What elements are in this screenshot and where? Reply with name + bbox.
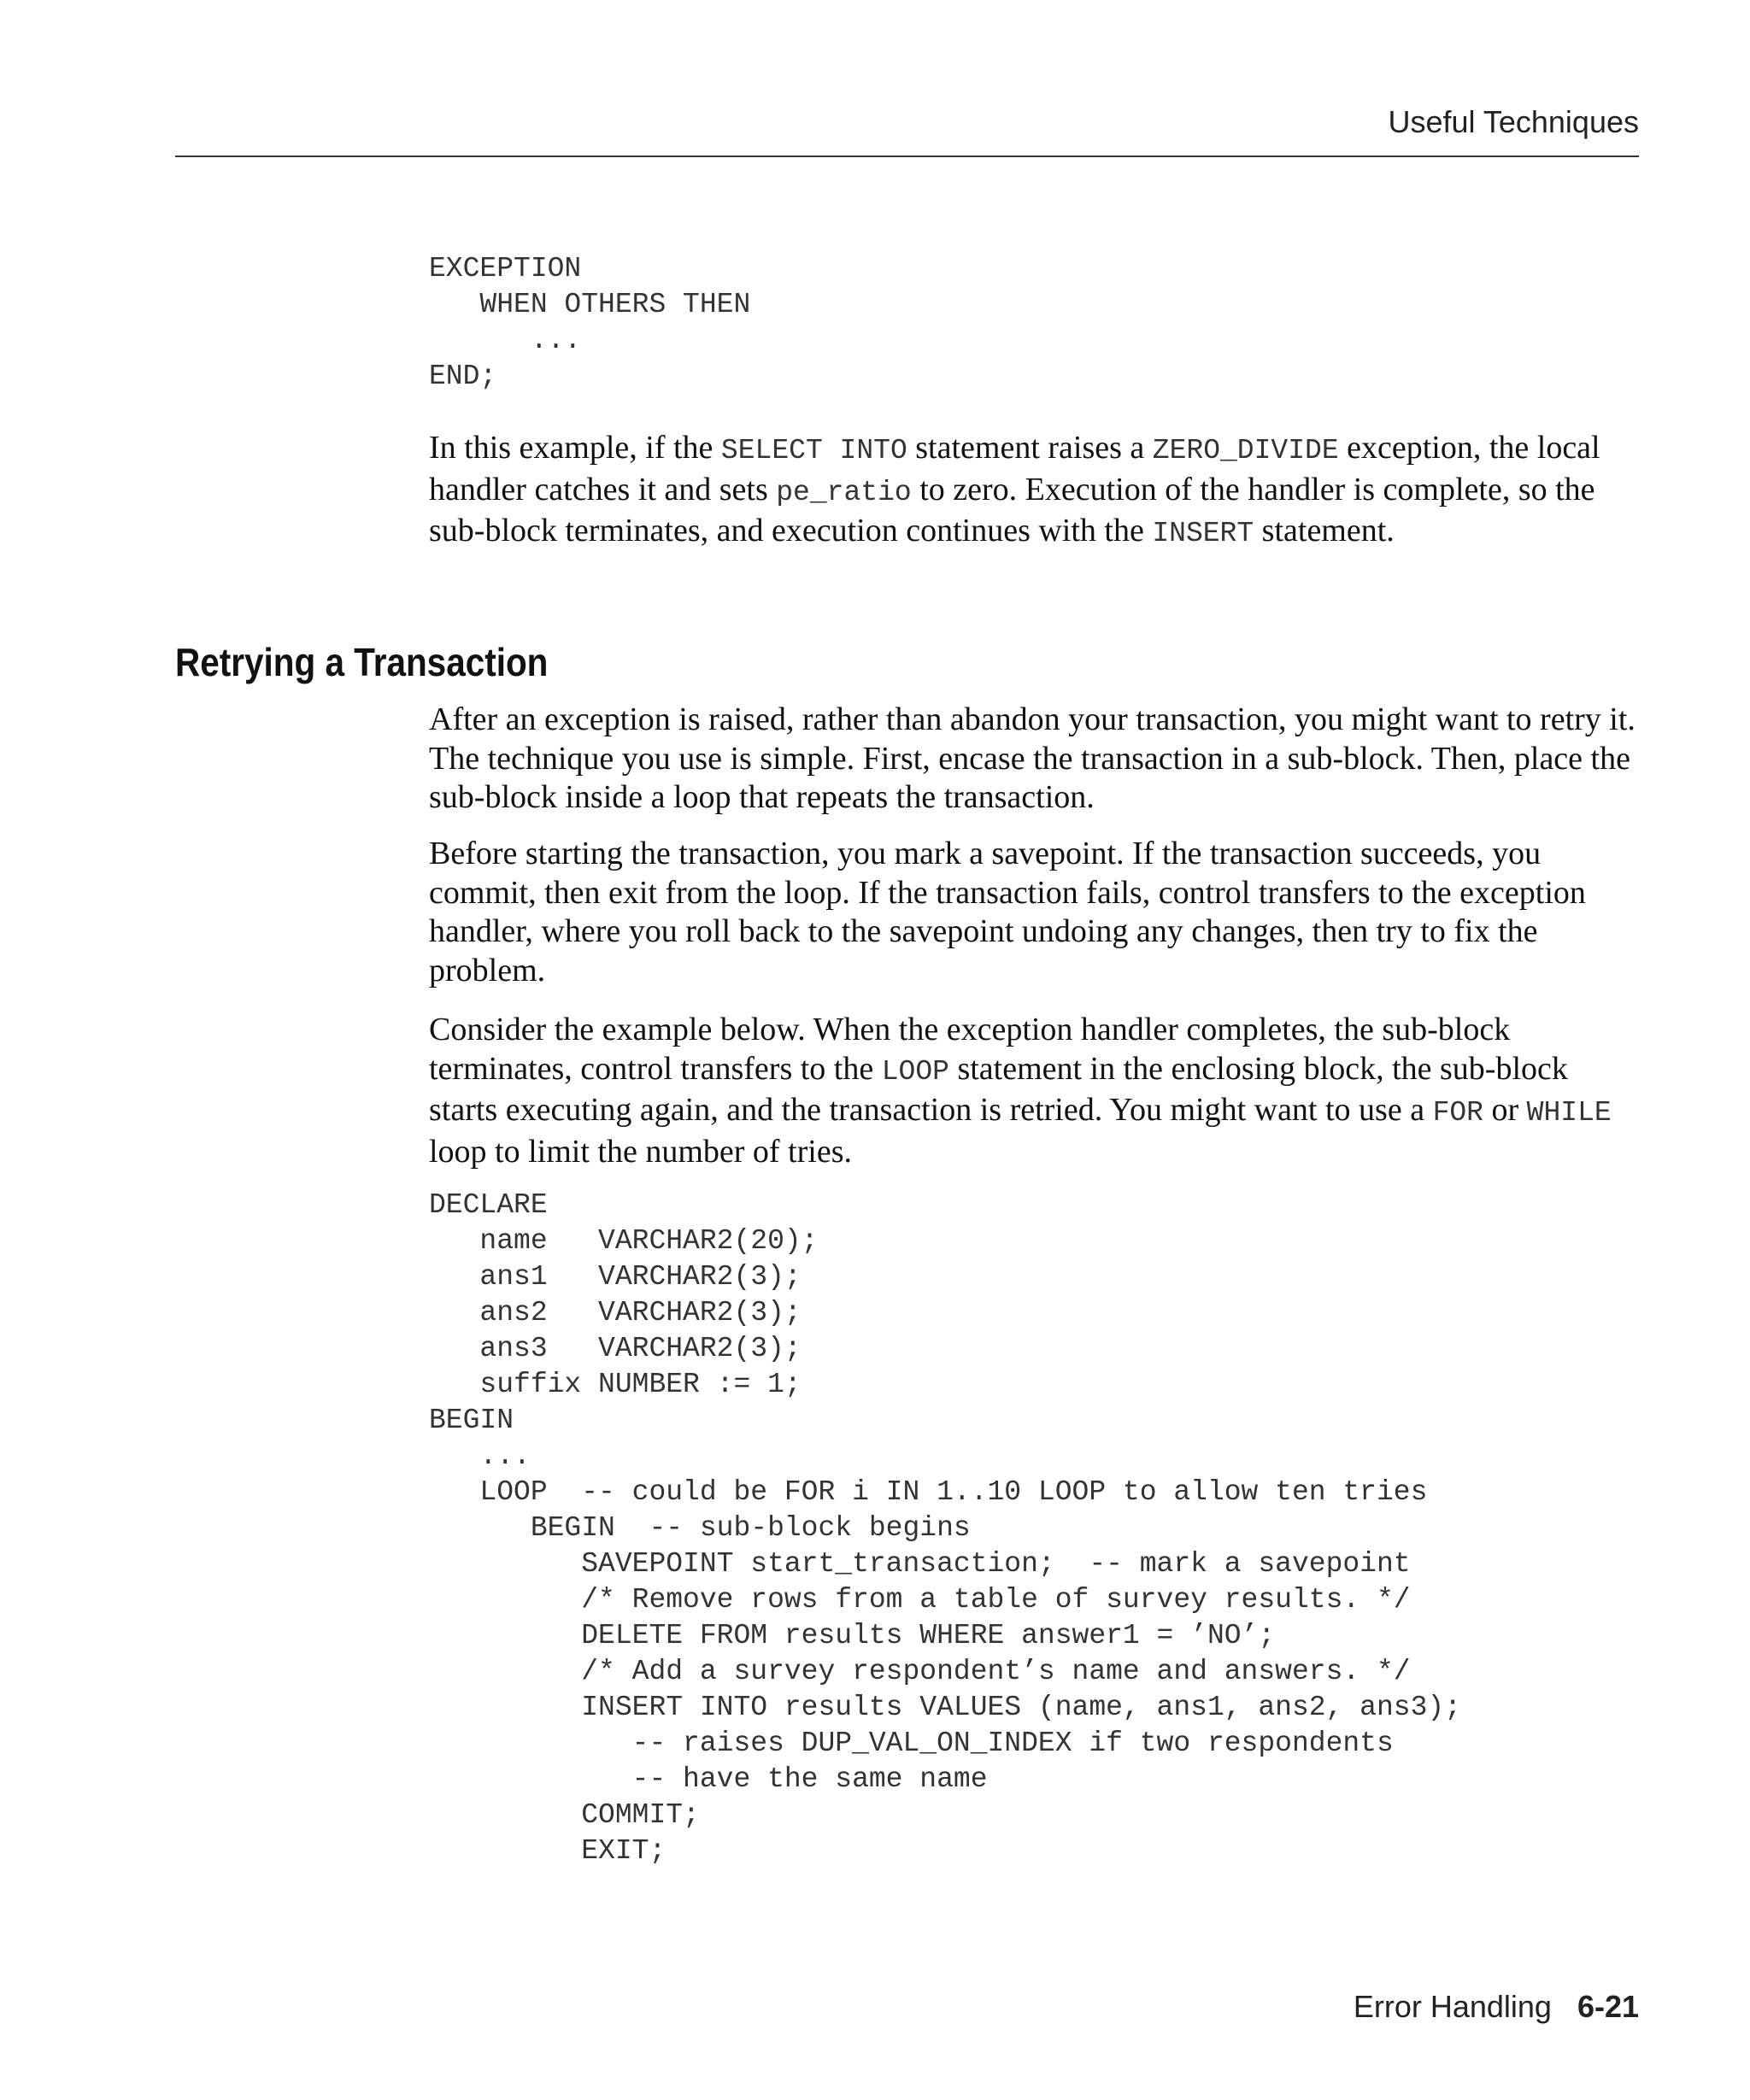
page-number: 6-21 [1577, 1989, 1639, 2024]
code-line: BEGIN [429, 1405, 514, 1436]
inline-code: SELECT INTO [720, 435, 907, 466]
text-run: In this example, if the [429, 430, 721, 466]
code-line: ans2 VARCHAR2(3); [429, 1297, 802, 1329]
inline-code: WHILE [1526, 1097, 1612, 1129]
code-line: -- have the same name [429, 1763, 988, 1795]
code-line: ... [429, 325, 582, 356]
paragraph-consider-example [429, 1011, 1642, 1171]
code-line: WHEN OTHERS THEN [429, 289, 751, 320]
inline-code: INSERT [1152, 518, 1254, 549]
text-run: statement in the enclosing block, the sub-block starts executing again, and the transaction is retried. You might want to use a [429, 1050, 1568, 1128]
code-line: name VARCHAR2(20); [429, 1225, 819, 1257]
text-run: to zero. Execution of the handler is complete, so the sub-block terminates, and execution continues with the [429, 471, 1595, 548]
text-run: exception, the local handler catches it and sets [429, 430, 1600, 507]
text-run: statement raises a [907, 430, 1153, 466]
inline-code: pe_ratio [776, 476, 912, 508]
inline-code: ZERO_DIVIDE [1152, 435, 1339, 466]
paragraph-savepoint: Before starting the transaction, you mark a savepoint. If the transaction succeeds, you commit, then exit from the loop. If the transaction fails, control transfers to the exception handler, where you roll back to the savepoint undoing any changes, then try to fix the problem. [429, 836, 1586, 988]
section-heading: Retrying a Transaction [175, 640, 549, 684]
page-footer [1354, 1989, 1639, 2025]
paragraph-retry-intro: After an exception is raised, rather than abandon your transaction, you might want to retry it. The technique you use is simple. First, encase the transaction in a sub-block. Then, place the sub-block inside a loop that repeats the transaction. [429, 701, 1635, 815]
footer-chapter: Error Handling [1353, 1989, 1552, 2024]
code-line: BEGIN -- sub-block begins [429, 1512, 971, 1544]
text-run: or [1483, 1092, 1527, 1128]
code-block-retry-transaction [429, 1188, 1461, 1869]
text-run: Consider the example below. When the exception handler completes, the sub-block terminates, control transfers to the [429, 1012, 1511, 1087]
text-run: statement. [1254, 513, 1395, 548]
code-line: ans3 VARCHAR2(3); [429, 1333, 802, 1364]
code-line: SAVEPOINT start_transaction; -- mark a savepoint [429, 1548, 1411, 1580]
paragraph-example-explanation [429, 429, 1642, 554]
header-rule [175, 155, 1639, 157]
text-run: loop to limit the number of tries. [429, 1133, 852, 1170]
code-line: /* Remove rows from a table of survey results. */ [429, 1584, 1411, 1616]
code-line: DELETE FROM results WHERE answer1 = ’NO’; [429, 1620, 1276, 1651]
code-line: INSERT INTO results VALUES (name, ans1, ans2, ans3); [429, 1692, 1461, 1723]
inline-code: LOOP [881, 1055, 949, 1088]
code-line: ans1 VARCHAR2(3); [429, 1261, 802, 1293]
code-line: DECLARE [429, 1189, 548, 1221]
code-line: EXCEPTION [429, 253, 582, 284]
inline-code: FOR [1432, 1097, 1483, 1129]
code-line: COMMIT; [429, 1799, 700, 1831]
running-head: Useful Techniques [1388, 104, 1639, 139]
code-line: suffix NUMBER := 1; [429, 1369, 802, 1400]
code-line: EXIT; [429, 1835, 667, 1867]
code-line: /* Add a survey respondent’s name and answers. */ [429, 1656, 1411, 1687]
code-line: ... [429, 1440, 531, 1472]
code-line: LOOP -- could be FOR i IN 1..10 LOOP to allow ten tries [429, 1476, 1428, 1508]
code-line: -- raises DUP_VAL_ON_INDEX if two respondents [429, 1728, 1394, 1759]
code-line: END; [429, 361, 497, 392]
code-block-exception [429, 251, 750, 395]
